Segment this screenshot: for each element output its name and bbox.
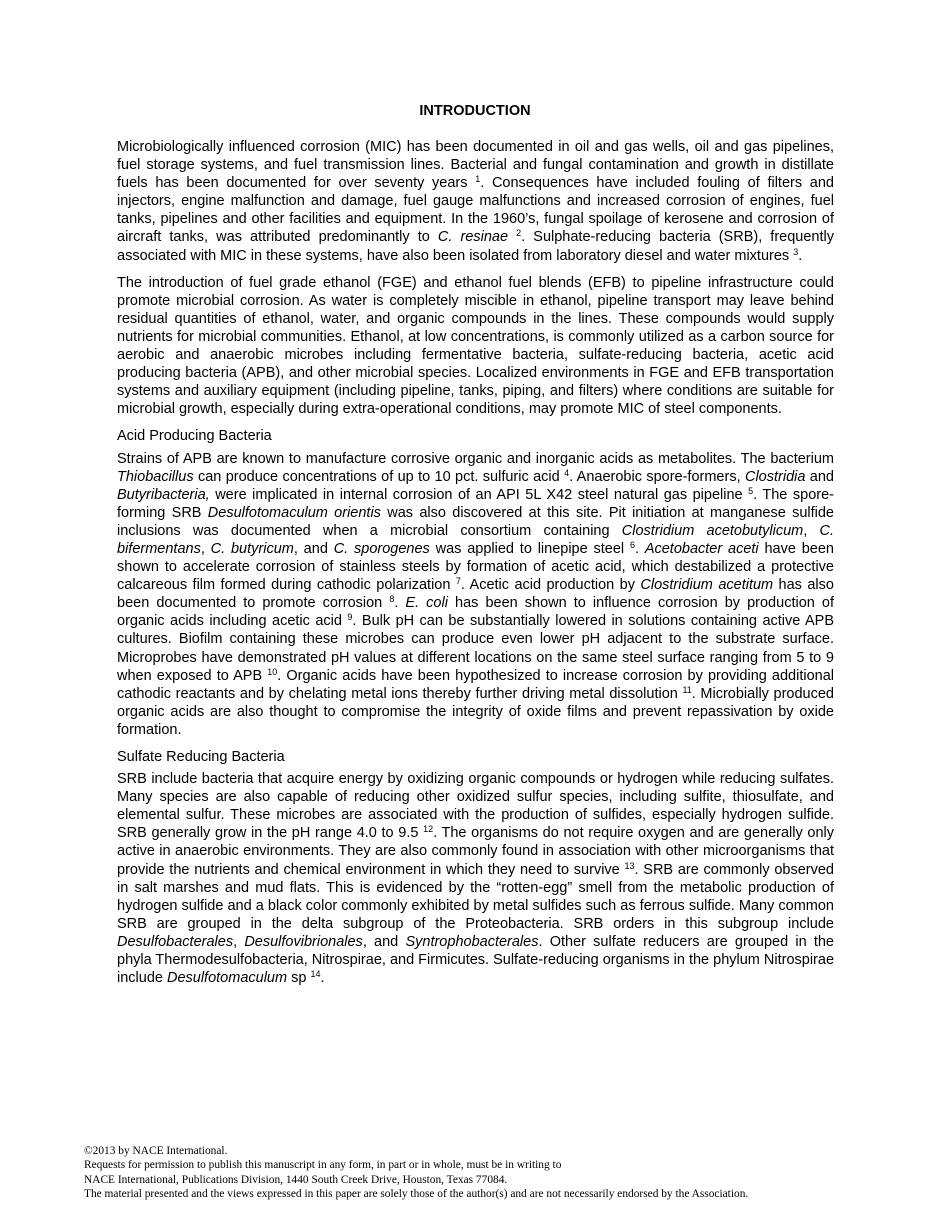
italic-term: Desulfobacterales xyxy=(117,933,234,950)
italic-term: Desulfotomaculum xyxy=(166,970,288,987)
reference-number: 10 xyxy=(267,666,278,677)
footer-line: NACE International, Publications Division, 1440 South Creek Drive, Houston, Texas 77084. xyxy=(84,1173,508,1186)
apb-paragraph: Strains of APB are known to manufacture corrosive organic and inorganic acids as metabolites. The bacterium Thiobacillus can produce concentrations of up to 10 pct. sulfuric acid $^4$. Anaerobic spore-formers, Clostridia and Butyribacteria, were implicated in internal corrosion of an API 5L X42 steel natural gas pipeline $^5$. The spore-forming SRB Desulfotomaculum orientis was also discovered at this site. Pit initiation at manganese sulfide inclusions was documented when a microbial consortium containing Clostridium acetobutylicum, C. bifermentans, C. butyricum, and C. sporogenes was applied to linepipe steel $^6$. Acetobacter aceti have been shown to accelerate corrosion of stainless steels by formation of acetic acid, which destabilized a protective calcareous film formed during cathodic polarization $^7$. Acetic acid production by Clostridium acetitum has also been documented to promote corrosion $^8$. E. coli has been shown to influence corrosion by production of organic acids including acetic acid $^9$. Bulk pH can be substantially lowered in solutions containing active APB cultures. Biofilm containing these microbes can produce even lower pH adjacent to the substrate surface. Microprobes have demonstrated pH values at different locations on the same steel surface ranging from 5 to 9 when exposed to APB $^{10}$. Organic acids have been hypothesized to increase corrosion by providing additional cathodic reactants and by chelating metal ions thereby further driving metal dissolution $^{11}$. Microbially produced organic acids are also thought to compromise the integrity of oxide films and prevent repassivation by oxide formation. xyxy=(117,450,835,738)
italic-term: C. butyricum xyxy=(210,540,294,557)
reference-number: 4 xyxy=(564,467,570,478)
italic-term: Acetobacter aceti xyxy=(644,540,759,557)
section-heading: INTRODUCTION xyxy=(419,103,531,119)
srb-paragraph: SRB include bacteria that acquire energy by oxidizing organic compounds or hydrogen while reducing sulfates. Many species are also capable of reducing other oxidized sulfur species, including sulfite, thiosulfate, and elemental sulfur. These microbes are associated with the production of sulfides, especially hydrogen sulfide. SRB generally grow in the pH range 4.0 to 9.5 $^{12}$. The organisms do not require oxygen and are generally only active in anaerobic environments. They are also commonly found in association with other microorganisms that provide the nutrients and chemical environment in which they need to survive $^{13}$. SRB are commonly observed in salt marshes and mud flats. This is evidenced by the “rotten-egg” smell from the metabolic production of hydrogen sulfide and a black color commonly exhibited by metal sulfides such as ferrous sulfide. Many common SRB are grouped in the delta subgroup of the Proteobacteria. SRB orders in this subgroup include Desulfobacterales, Desulfovibrionales, and Syntrophobacterales. Other sulfate reducers are grouped in the phyla Thermodesulfobacteria, Nitrospirae, and Firmicutes. Sulfate-reducing organisms in the phylum Nitrospirae include Desulfotomaculum sp $^{14}$. xyxy=(117,771,835,987)
italic-term: Clostridium acetitum xyxy=(640,577,774,594)
reference-number: 11 xyxy=(682,684,692,695)
italic-term: Clostridia xyxy=(744,468,806,485)
footer-line: The material presented and the views expressed in this paper are solely those of the author(s) and are not necessarily endorsed by the Association. xyxy=(84,1188,749,1201)
italic-term: Butyribacteria, xyxy=(117,486,210,503)
intro-paragraph-2: The introduction of fuel grade ethanol (FGE) and ethanol fuel blends (EFB) to pipeline infrastructure could promote microbial corrosion. As water is completely miscible in ethanol, pipeline transport may leave behind residual quantities of ethanol, water, and organic compounds in the lines. These compounds would supply nutrients for microbial communities. Ethanol, at low concentrations, is commonly utilized as a carbon source for aerobic and anaerobic microbes including fermentative bacteria, sulfate-reducing bacteria, acetic acid producing bacteria (APB), and other microbial species. Localized environments in FGE and EFB transportation systems and auxiliary equipment (including pipeline, tanks, piping, and filters) where conditions are suitable for microbial growth, especially during extra-operational conditions, may promote MIC of steel components. xyxy=(117,274,834,418)
footer-line: ©2013 by NACE International. xyxy=(84,1145,228,1157)
italic-term: Desulfotomaculum orientis xyxy=(207,504,381,521)
body-text xyxy=(117,138,834,996)
reference-number: 3 xyxy=(793,246,799,257)
reference-number: 9 xyxy=(347,612,353,623)
italic-term: E. coli xyxy=(405,595,448,612)
reference-number: 6 xyxy=(629,539,635,550)
italic-term: Desulfovibrionales xyxy=(244,933,363,950)
intro-paragraph-1: Microbiologically influenced corrosion (MIC) has been documented in oil and gas wells, oil and gas pipelines, fuel storage systems, and fuel transmission lines. Bacterial and fungal contamination and growth in distillate fuels has been documented for over seventy years $^1$. Consequences have included fouling of filters and injectors, engine malfunction and damage, fuel gauge malfunctions and increased corrosion of engines, fuel tanks, pipelines and other facilities and equipment. In the 1960’s, fungal spoilage of kerosene and corrosion of aircraft tanks, was attributed predominantly to C. resinae $^2$. Sulphate-reducing bacteria (SRB), frequently associated with MIC in these systems, have also been isolated from laboratory diesel and water mixtures $^3$. xyxy=(117,139,834,264)
reference-number: 14 xyxy=(310,969,321,980)
italic-term: C. resinae xyxy=(437,229,509,246)
reference-number: 13 xyxy=(624,860,635,871)
reference-number: 7 xyxy=(455,576,461,587)
reference-number: 1 xyxy=(475,174,481,185)
reference-number: 12 xyxy=(423,824,434,835)
reference-number: 5 xyxy=(748,485,754,496)
copyright-footer xyxy=(84,1144,924,1202)
subsection-title-apb: Acid Producing Bacteria xyxy=(117,428,272,445)
italic-term: C. sporogenes xyxy=(333,540,430,557)
subsection-title-srb: Sulfate Reducing Bacteria xyxy=(117,749,285,765)
italic-term: Syntrophobacterales xyxy=(405,933,539,950)
italic-term: C. bifermentans xyxy=(117,522,834,557)
reference-number: 2 xyxy=(516,228,522,239)
reference-number: 8 xyxy=(389,594,395,605)
footer-line: Requests for permission to publish this manuscript in any form, in part or in whole, must be in writing to xyxy=(84,1159,562,1172)
italic-term: Clostridium acetobutylicum xyxy=(621,522,804,539)
italic-term: Thiobacillus xyxy=(117,468,194,485)
